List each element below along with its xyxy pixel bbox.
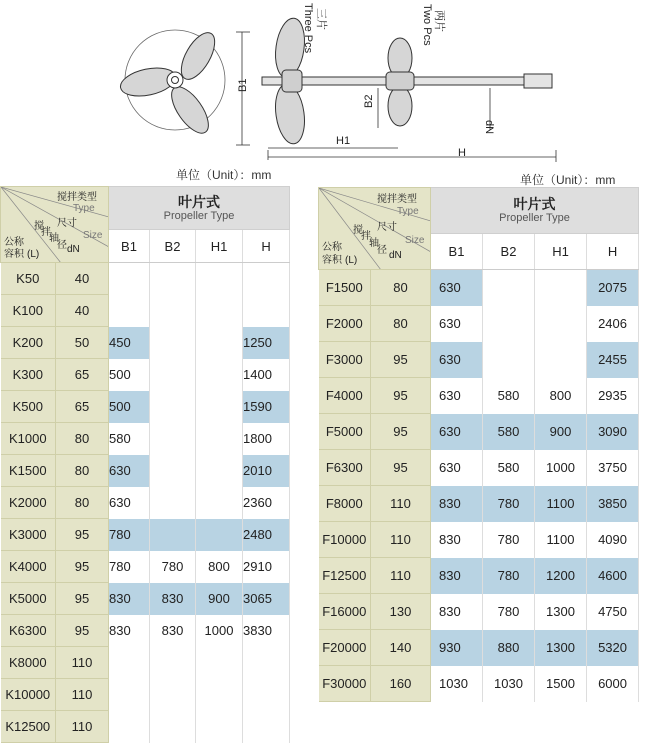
model-cell: K6300 — [1, 615, 56, 647]
label-two-pcs-en: Two Pcs — [421, 4, 433, 46]
h-cell — [243, 679, 290, 711]
h-cell: 3850 — [587, 486, 639, 522]
header-volume-cn-2: 容积 — [322, 255, 342, 266]
table-row — [1, 295, 290, 327]
h1-cell — [535, 270, 587, 306]
header-size-en: Size — [83, 230, 103, 241]
h1-cell — [196, 391, 243, 423]
table-row — [1, 487, 290, 519]
model-cell: F16000 — [319, 594, 371, 630]
b1-cell: 930 — [431, 630, 483, 666]
dn-cell: 110 — [371, 522, 431, 558]
table-row — [1, 583, 290, 615]
header-dn: dN — [389, 250, 402, 261]
propeller-type-en: Propeller Type — [499, 212, 570, 224]
b2-cell — [150, 679, 196, 711]
model-cell: K4000 — [1, 551, 56, 583]
h-cell: 3090 — [587, 414, 639, 450]
col-header-b1: B1 — [109, 230, 150, 263]
h1-cell — [196, 423, 243, 455]
b2-cell — [150, 487, 196, 519]
h1-cell: 900 — [535, 414, 587, 450]
model-cell: F5000 — [319, 414, 371, 450]
table-row — [319, 522, 639, 558]
label-h1: H1 — [336, 135, 351, 147]
header-volume-cn-2: 容积 — [4, 249, 24, 260]
header-size-en: Size — [405, 235, 425, 246]
spec-table-right — [318, 187, 639, 702]
header-volume-cn-1: 公称 — [4, 237, 24, 248]
dn-cell: 110 — [56, 711, 109, 743]
dn-cell: 40 — [56, 263, 109, 295]
h1-cell: 1000 — [196, 615, 243, 647]
b1-cell: 1030 — [431, 666, 483, 702]
dn-cell: 160 — [371, 666, 431, 702]
h-cell: 2406 — [587, 306, 639, 342]
header-volume-cn-1: 公称 — [322, 242, 342, 253]
dn-cell: 110 — [371, 486, 431, 522]
h-cell: 2075 — [587, 270, 639, 306]
header-size-cn: 尺寸 — [377, 222, 397, 233]
table-row — [1, 647, 290, 679]
h1-cell: 1100 — [535, 486, 587, 522]
h-cell: 2480 — [243, 519, 290, 551]
h-cell: 1590 — [243, 391, 290, 423]
h-cell — [243, 711, 290, 743]
dn-cell: 80 — [56, 455, 109, 487]
header-volume-unit: (L) — [345, 255, 358, 266]
h1-cell: 1300 — [535, 630, 587, 666]
b1-cell: 780 — [109, 519, 150, 551]
dn-cell: 80 — [56, 423, 109, 455]
col-header-h1: H1 — [196, 230, 243, 263]
model-cell: F1500 — [319, 270, 371, 306]
table-row — [1, 455, 290, 487]
propeller-type-cn: 叶片式 — [513, 196, 556, 212]
model-cell: K100 — [1, 295, 56, 327]
b2-cell: 780 — [483, 558, 535, 594]
table-row — [319, 342, 639, 378]
h1-cell — [196, 263, 243, 295]
dn-cell: 80 — [371, 306, 431, 342]
b1-cell — [109, 711, 150, 743]
model-cell: K2000 — [1, 487, 56, 519]
h-cell: 2455 — [587, 342, 639, 378]
h-cell: 2360 — [243, 487, 290, 519]
b2-cell — [150, 455, 196, 487]
col-header-h: H — [587, 234, 639, 270]
b1-cell: 630 — [431, 306, 483, 342]
model-cell: K1000 — [1, 423, 56, 455]
dn-cell: 95 — [371, 414, 431, 450]
table-row — [1, 711, 290, 743]
h-cell: 1250 — [243, 327, 290, 359]
dn-cell: 95 — [371, 378, 431, 414]
b2-cell — [150, 295, 196, 327]
model-cell: F20000 — [319, 630, 371, 666]
h1-cell: 1500 — [535, 666, 587, 702]
b1-cell: 630 — [109, 487, 150, 519]
label-three-pcs-en: Three Pcs — [302, 3, 314, 54]
model-cell: F12500 — [319, 558, 371, 594]
label-dn: dN — [483, 120, 495, 135]
h-cell: 3830 — [243, 615, 290, 647]
table-row — [1, 519, 290, 551]
header-shaft-2: 轴 — [369, 238, 379, 249]
dn-cell: 80 — [56, 487, 109, 519]
table-row — [1, 679, 290, 711]
model-cell: K12500 — [1, 711, 56, 743]
b2-cell — [150, 359, 196, 391]
propeller-drawing — [0, 0, 670, 180]
h-cell: 3065 — [243, 583, 290, 615]
h1-cell: 1100 — [535, 522, 587, 558]
b1-cell: 830 — [431, 558, 483, 594]
b1-cell: 830 — [431, 522, 483, 558]
b1-cell: 830 — [431, 594, 483, 630]
h-cell — [243, 263, 290, 295]
header-shaft-3: 径 — [377, 245, 387, 256]
table-row — [319, 306, 639, 342]
model-cell: K5000 — [1, 583, 56, 615]
h1-cell: 800 — [535, 378, 587, 414]
h1-cell — [535, 306, 587, 342]
header-shaft-1: 拌 — [41, 227, 51, 238]
b1-cell: 630 — [431, 450, 483, 486]
model-cell: K8000 — [1, 647, 56, 679]
col-header-h: H — [243, 230, 290, 263]
dn-cell: 110 — [56, 679, 109, 711]
header-dn: dN — [67, 244, 80, 255]
spec-table-left — [0, 186, 290, 743]
h-cell: 1800 — [243, 423, 290, 455]
table-row — [1, 391, 290, 423]
b1-cell — [109, 295, 150, 327]
h1-cell — [196, 519, 243, 551]
h1-cell — [196, 359, 243, 391]
dn-cell: 65 — [56, 359, 109, 391]
model-cell: K300 — [1, 359, 56, 391]
table-row — [319, 270, 639, 306]
h-cell: 2010 — [243, 455, 290, 487]
table-row — [1, 423, 290, 455]
b2-cell — [150, 391, 196, 423]
table-row — [319, 450, 639, 486]
b2-cell: 1030 — [483, 666, 535, 702]
h-cell: 1400 — [243, 359, 290, 391]
model-cell: F3000 — [319, 342, 371, 378]
dn-cell: 140 — [371, 630, 431, 666]
b1-cell: 780 — [109, 551, 150, 583]
model-cell: K50 — [1, 263, 56, 295]
dn-cell: 130 — [371, 594, 431, 630]
h1-cell — [196, 327, 243, 359]
dn-cell: 65 — [56, 391, 109, 423]
b2-cell: 580 — [483, 378, 535, 414]
dn-cell: 95 — [371, 342, 431, 378]
col-header-b2: B2 — [483, 234, 535, 270]
header-diagonal-cell — [319, 188, 431, 270]
unit-label-right: 单位（Unit）：mm — [520, 173, 616, 187]
table-row — [319, 630, 639, 666]
table-row — [319, 486, 639, 522]
model-cell: F2000 — [319, 306, 371, 342]
b2-cell: 780 — [150, 551, 196, 583]
propeller-type-header — [109, 187, 290, 230]
model-cell: K200 — [1, 327, 56, 359]
h1-cell — [196, 295, 243, 327]
b2-cell — [150, 263, 196, 295]
model-cell: K3000 — [1, 519, 56, 551]
h1-cell — [196, 455, 243, 487]
b2-cell: 580 — [483, 414, 535, 450]
model-cell: F4000 — [319, 378, 371, 414]
header-size-cn: 尺寸 — [57, 218, 77, 229]
label-three-pcs-cn: 三片 — [315, 8, 327, 30]
table-row — [319, 594, 639, 630]
b1-cell — [109, 263, 150, 295]
table-row — [319, 666, 639, 702]
h-cell: 6000 — [587, 666, 639, 702]
label-b1: B1 — [237, 78, 249, 92]
model-cell: F10000 — [319, 522, 371, 558]
header-type-cn: 搅拌类型 — [57, 192, 97, 203]
b1-cell: 630 — [431, 270, 483, 306]
b2-cell: 580 — [483, 450, 535, 486]
h-cell: 2935 — [587, 378, 639, 414]
h-cell: 5320 — [587, 630, 639, 666]
b2-cell: 830 — [150, 615, 196, 647]
table-row — [1, 615, 290, 647]
b2-cell: 880 — [483, 630, 535, 666]
label-two-pcs-cn: 两片 — [433, 10, 445, 32]
b1-cell: 630 — [109, 455, 150, 487]
b2-cell — [483, 342, 535, 378]
b2-cell — [150, 423, 196, 455]
table-row — [319, 378, 639, 414]
col-header-b2: B2 — [150, 230, 196, 263]
b2-cell: 830 — [150, 583, 196, 615]
dn-cell: 80 — [371, 270, 431, 306]
h1-cell — [196, 679, 243, 711]
h-cell: 4090 — [587, 522, 639, 558]
b2-cell: 780 — [483, 594, 535, 630]
b1-cell: 630 — [431, 378, 483, 414]
header-shaft-1: 拌 — [361, 231, 371, 242]
dn-cell: 95 — [56, 583, 109, 615]
b1-cell: 830 — [109, 583, 150, 615]
b2-cell — [483, 270, 535, 306]
h1-cell — [196, 487, 243, 519]
h1-cell: 900 — [196, 583, 243, 615]
h-cell: 4750 — [587, 594, 639, 630]
b1-cell: 450 — [109, 327, 150, 359]
table-row — [1, 327, 290, 359]
propeller-type-header — [431, 188, 639, 234]
b1-cell: 500 — [109, 359, 150, 391]
header-diagonal-cell — [1, 187, 109, 263]
model-cell: F8000 — [319, 486, 371, 522]
header-type-en: Type — [397, 206, 419, 217]
b1-cell — [109, 647, 150, 679]
b2-cell — [483, 306, 535, 342]
header-shaft-2: 轴 — [49, 233, 59, 244]
propeller-type-cn: 叶片式 — [178, 193, 221, 210]
dn-cell: 110 — [371, 558, 431, 594]
label-b2: B2 — [363, 94, 375, 108]
h1-cell — [535, 342, 587, 378]
label-h: H — [458, 147, 466, 159]
h1-cell: 800 — [196, 551, 243, 583]
b1-cell: 500 — [109, 391, 150, 423]
header-type-en: Type — [73, 203, 95, 214]
col-header-b1: B1 — [431, 234, 483, 270]
h1-cell: 1000 — [535, 450, 587, 486]
dn-cell: 95 — [56, 519, 109, 551]
model-cell: F30000 — [319, 666, 371, 702]
h1-cell: 1200 — [535, 558, 587, 594]
b1-cell — [109, 679, 150, 711]
unit-label-left: 单位（Unit）：mm — [176, 168, 272, 182]
table-row — [1, 263, 290, 295]
propeller-type-en: Propeller Type — [163, 209, 235, 222]
h-cell — [243, 295, 290, 327]
b1-cell: 630 — [431, 342, 483, 378]
propeller-end-view — [118, 27, 225, 139]
b2-cell: 780 — [483, 522, 535, 558]
h-cell: 2910 — [243, 551, 290, 583]
b2-cell — [150, 711, 196, 743]
model-cell: K1500 — [1, 455, 56, 487]
dn-cell: 40 — [56, 295, 109, 327]
h-cell: 3750 — [587, 450, 639, 486]
model-cell: F6300 — [319, 450, 371, 486]
b2-cell — [150, 647, 196, 679]
model-cell: K500 — [1, 391, 56, 423]
b2-cell: 780 — [483, 486, 535, 522]
b1-cell: 830 — [109, 615, 150, 647]
header-volume-unit: (L) — [27, 249, 40, 260]
h-cell: 4600 — [587, 558, 639, 594]
model-cell: K10000 — [1, 679, 56, 711]
header-type-cn: 搅拌类型 — [377, 194, 417, 205]
b2-cell — [150, 519, 196, 551]
dn-cell: 95 — [371, 450, 431, 486]
h1-cell — [196, 711, 243, 743]
table-row — [319, 414, 639, 450]
col-header-h1: H1 — [535, 234, 587, 270]
h1-cell: 1300 — [535, 594, 587, 630]
b1-cell: 630 — [431, 414, 483, 450]
b1-cell: 830 — [431, 486, 483, 522]
header-shaft-3: 径 — [57, 240, 67, 251]
header-shaft-0: 搅 — [353, 225, 363, 236]
h-cell — [243, 647, 290, 679]
table-row — [1, 359, 290, 391]
header-shaft-0: 搅 — [34, 221, 44, 232]
table-row — [319, 558, 639, 594]
b1-cell: 580 — [109, 423, 150, 455]
dn-cell: 95 — [56, 551, 109, 583]
dn-cell: 95 — [56, 615, 109, 647]
table-row — [1, 551, 290, 583]
h1-cell — [196, 647, 243, 679]
b2-cell — [150, 327, 196, 359]
dn-cell: 110 — [56, 647, 109, 679]
dn-cell: 50 — [56, 327, 109, 359]
